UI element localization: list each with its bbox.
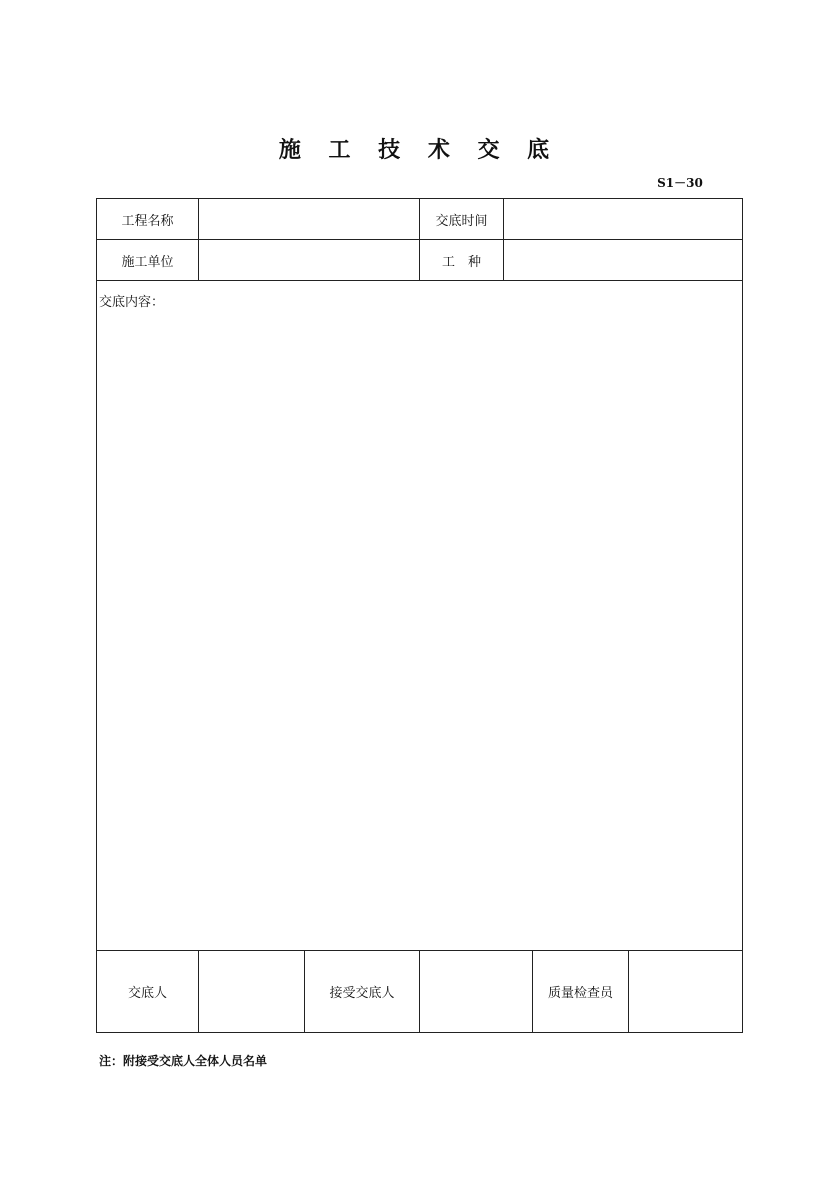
footer-note: 注：附接受交底人全体人员名单 [99, 1054, 268, 1068]
handover-time-field[interactable] [503, 198, 743, 239]
project-name-field[interactable] [198, 198, 419, 239]
receiver-field[interactable] [419, 950, 532, 1032]
inspector-label: 质量检查员 [532, 950, 628, 1032]
trade-label: 工 种 [419, 239, 503, 280]
form-table [96, 198, 743, 1033]
briefer-label: 交底人 [96, 950, 198, 1032]
content-area[interactable] [96, 280, 743, 950]
construction-unit-field[interactable] [198, 239, 419, 280]
briefer-field[interactable] [198, 950, 304, 1032]
handover-time-label: 交底时间 [419, 198, 503, 239]
inspector-field[interactable] [628, 950, 743, 1032]
trade-field[interactable] [503, 239, 743, 280]
construction-unit-label: 施工单位 [96, 239, 198, 280]
page-title: 施 工 技 术 交 底 [278, 137, 560, 163]
project-name-label: 工程名称 [96, 198, 198, 239]
form-number: S1－30 [657, 176, 703, 190]
receiver-label: 接受交底人 [304, 950, 419, 1032]
content-label: 交底内容： [99, 295, 165, 310]
